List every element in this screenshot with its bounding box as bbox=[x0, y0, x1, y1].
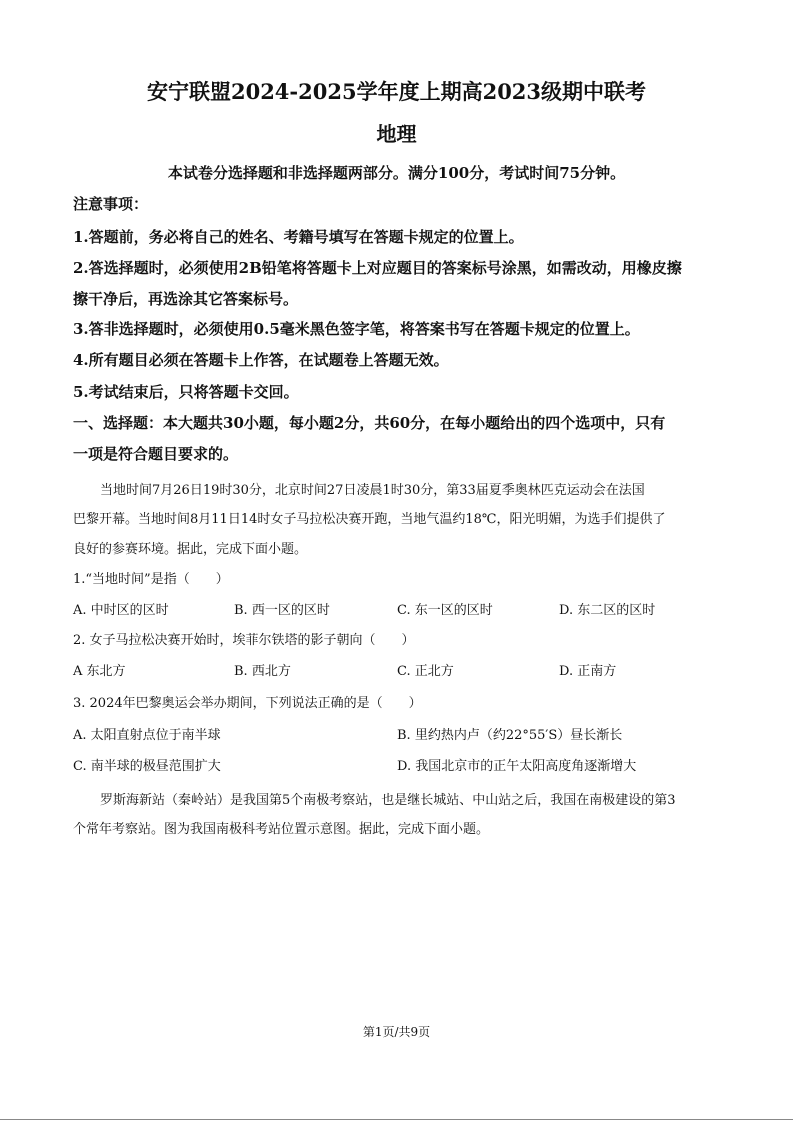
bottom-divider bbox=[0, 1119, 793, 1120]
passage-line: 巴黎开幕。当地时间8月11日14时女子马拉松决赛开跑，当地气温约18℃，阳光明媚，为选手们提供了 bbox=[73, 512, 666, 527]
section-heading-cont: 一项是符合题目要求的。 bbox=[73, 445, 239, 463]
passage-line: 个常年考察站。图为我国南极科考站位置示意图。据此，完成下面小题。 bbox=[73, 822, 490, 837]
option-a: A. 太阳直射点位于南半球 bbox=[73, 728, 221, 743]
option-d: D. 正南方 bbox=[559, 664, 617, 679]
note-item: 5.考试结束后，只将答题卡交回。 bbox=[73, 383, 299, 401]
option-c: C. 正北方 bbox=[397, 664, 454, 679]
question-stem: 3. 2024年巴黎奥运会举办期间，下列说法正确的是（ ） bbox=[73, 696, 422, 711]
subject-title: 地理 bbox=[376, 122, 417, 146]
page-number: 第1页/共9页 bbox=[362, 1025, 431, 1039]
note-item: 3.答非选择题时，必须使用0.5毫米黑色签字笔，将答案书写在答题卡规定的位置上。 bbox=[73, 320, 640, 338]
passage-line: 罗斯海新站（秦岭站）是我国第5个南极考察站，也是继长城站、中山站之后，我国在南极建设的第3 bbox=[100, 793, 676, 808]
note-item: 2.答选择题时，必须使用2B铅笔将答题卡上对应题目的答案标号涂黑，如需改动，用橡皮擦 bbox=[73, 259, 682, 277]
option-c: C. 东一区的区时 bbox=[397, 603, 493, 618]
option-b: B. 西一区的区时 bbox=[234, 603, 330, 618]
section-heading: 一、选择题：本大题共30小题，每小题2分，共60分，在每小题给出的四个选项中，只有 bbox=[73, 414, 666, 432]
option-a: A. 中时区的区时 bbox=[73, 603, 169, 618]
note-item: 4.所有题目必须在答题卡上作答，在试题卷上答题无效。 bbox=[73, 351, 449, 369]
note-item: 擦干净后，再选涂其它答案标号。 bbox=[73, 290, 299, 308]
option-d: D. 东二区的区时 bbox=[559, 603, 656, 618]
option-c: C. 南半球的极昼范围扩大 bbox=[73, 759, 221, 774]
passage-line: 良好的参赛环境。据此，完成下面小题。 bbox=[73, 542, 308, 557]
option-b: B. 里约热内卢（约22°55′S）昼长渐长 bbox=[397, 728, 623, 743]
option-d: D. 我国北京市的正午太阳高度角逐渐增大 bbox=[397, 759, 637, 774]
exam-title: 安宁联盟2024-2025学年度上期高2023级期中联考 bbox=[146, 79, 647, 104]
option-a: A 东北方 bbox=[73, 664, 126, 679]
note-item: 1.答题前，务必将自己的姓名、考籍号填写在答题卡规定的位置上。 bbox=[73, 228, 524, 246]
question-stem: 1.“当地时间”是指（ ） bbox=[73, 572, 229, 587]
notes-heading: 注意事项： bbox=[73, 195, 149, 213]
option-b: B. 西北方 bbox=[234, 664, 291, 679]
exam-info: 本试卷分选择题和非选择题两部分。满分100分，考试时间75分钟。 bbox=[167, 164, 626, 182]
question-stem: 2. 女子马拉松决赛开始时，埃菲尔铁塔的影子朝向（ ） bbox=[73, 633, 415, 648]
passage-line: 当地时间7月26日19时30分，北京时间27日凌晨1时30分，第33届夏季奥林匹克运动会在法国 bbox=[100, 483, 645, 498]
